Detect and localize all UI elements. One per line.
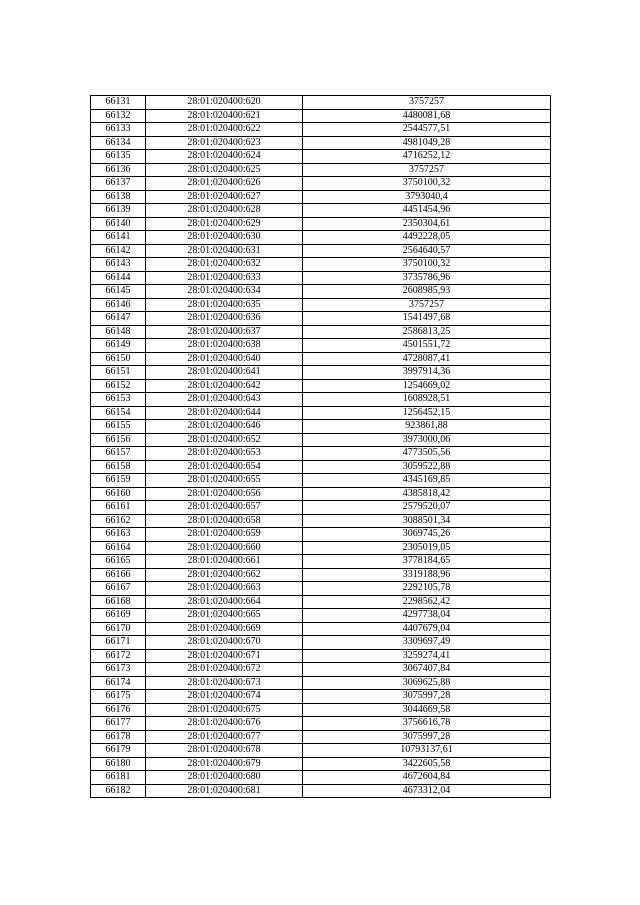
cadastral-value-cell: 3793040,4 [303, 190, 551, 204]
row-number-cell: 66147 [91, 312, 146, 326]
row-number-cell: 66171 [91, 636, 146, 650]
row-number-cell: 66141 [91, 231, 146, 245]
cadastral-value-cell: 4981049,28 [303, 136, 551, 150]
row-number-cell: 66180 [91, 757, 146, 771]
table-row [91, 447, 551, 461]
cadastral-number-cell: 28:01:020400:632 [146, 258, 303, 272]
cadastral-value-cell: 3757257 [303, 298, 551, 312]
table-row [91, 555, 551, 569]
row-number-cell: 66161 [91, 501, 146, 515]
table-row [91, 339, 551, 353]
cadastral-value-cell: 3319188,96 [303, 568, 551, 582]
row-number-cell: 66131 [91, 96, 146, 110]
row-number-cell: 66182 [91, 784, 146, 798]
row-number-cell: 66146 [91, 298, 146, 312]
row-number-cell: 66178 [91, 730, 146, 744]
table-row [91, 582, 551, 596]
cadastral-number-cell: 28:01:020400:620 [146, 96, 303, 110]
table-row [91, 757, 551, 771]
cadastral-value-cell: 1541497,68 [303, 312, 551, 326]
cadastral-number-cell: 28:01:020400:676 [146, 717, 303, 731]
table-row [91, 406, 551, 420]
cadastral-number-cell: 28:01:020400:633 [146, 271, 303, 285]
cadastral-number-cell: 28:01:020400:675 [146, 703, 303, 717]
cadastral-number-cell: 28:01:020400:642 [146, 379, 303, 393]
cadastral-number-cell: 28:01:020400:643 [146, 393, 303, 407]
row-number-cell: 66140 [91, 217, 146, 231]
row-number-cell: 66181 [91, 771, 146, 785]
cadastral-value-table [90, 95, 551, 798]
cadastral-value-cell: 2298562,42 [303, 595, 551, 609]
cadastral-value-cell: 2350304,61 [303, 217, 551, 231]
cadastral-value-cell: 3075997,28 [303, 730, 551, 744]
cadastral-value-cell: 4345169,85 [303, 474, 551, 488]
row-number-cell: 66143 [91, 258, 146, 272]
table-row [91, 352, 551, 366]
cadastral-number-cell: 28:01:020400:679 [146, 757, 303, 771]
cadastral-number-cell: 28:01:020400:641 [146, 366, 303, 380]
cadastral-value-cell: 3778184,65 [303, 555, 551, 569]
table-row [91, 433, 551, 447]
cadastral-number-cell: 28:01:020400:662 [146, 568, 303, 582]
row-number-cell: 66149 [91, 339, 146, 353]
row-number-cell: 66135 [91, 150, 146, 164]
cadastral-value-cell: 10793137,61 [303, 744, 551, 758]
row-number-cell: 66145 [91, 285, 146, 299]
row-number-cell: 66165 [91, 555, 146, 569]
table-row [91, 177, 551, 191]
cadastral-number-cell: 28:01:020400:636 [146, 312, 303, 326]
table-row [91, 163, 551, 177]
cadastral-value-cell: 4501551,72 [303, 339, 551, 353]
row-number-cell: 66173 [91, 663, 146, 677]
cadastral-number-cell: 28:01:020400:674 [146, 690, 303, 704]
table-row [91, 636, 551, 650]
cadastral-value-cell: 1256452,15 [303, 406, 551, 420]
cadastral-number-cell: 28:01:020400:624 [146, 150, 303, 164]
row-number-cell: 66174 [91, 676, 146, 690]
table-row [91, 258, 551, 272]
cadastral-number-cell: 28:01:020400:672 [146, 663, 303, 677]
cadastral-value-cell: 2305019,05 [303, 541, 551, 555]
cadastral-number-cell: 28:01:020400:659 [146, 528, 303, 542]
row-number-cell: 66152 [91, 379, 146, 393]
cadastral-value-cell: 4716252,12 [303, 150, 551, 164]
row-number-cell: 66137 [91, 177, 146, 191]
cadastral-number-cell: 28:01:020400:626 [146, 177, 303, 191]
cadastral-value-cell: 2586813,25 [303, 325, 551, 339]
row-number-cell: 66158 [91, 460, 146, 474]
cadastral-number-cell: 28:01:020400:665 [146, 609, 303, 623]
table-row [91, 676, 551, 690]
cadastral-value-cell: 1608928,51 [303, 393, 551, 407]
cadastral-value-cell: 3973000,06 [303, 433, 551, 447]
row-number-cell: 66150 [91, 352, 146, 366]
table-row [91, 298, 551, 312]
table-row [91, 663, 551, 677]
cadastral-value-cell: 3309697,49 [303, 636, 551, 650]
table-row [91, 366, 551, 380]
table-row [91, 136, 551, 150]
row-number-cell: 66163 [91, 528, 146, 542]
table-row [91, 271, 551, 285]
cadastral-value-cell: 4451454,96 [303, 204, 551, 218]
table-row [91, 609, 551, 623]
table-row [91, 285, 551, 299]
cadastral-number-cell: 28:01:020400:630 [146, 231, 303, 245]
cadastral-number-cell: 28:01:020400:680 [146, 771, 303, 785]
cadastral-value-cell: 2579520,07 [303, 501, 551, 515]
table-row [91, 231, 551, 245]
table-row [91, 784, 551, 798]
cadastral-number-cell: 28:01:020400:644 [146, 406, 303, 420]
cadastral-value-cell: 3735786,96 [303, 271, 551, 285]
cadastral-value-cell: 3067407,84 [303, 663, 551, 677]
table-row [91, 96, 551, 110]
row-number-cell: 66151 [91, 366, 146, 380]
cadastral-value-cell: 3088501,34 [303, 514, 551, 528]
table-row [91, 690, 551, 704]
cadastral-value-cell: 3750100,32 [303, 258, 551, 272]
cadastral-number-cell: 28:01:020400:634 [146, 285, 303, 299]
cadastral-number-cell: 28:01:020400:670 [146, 636, 303, 650]
table-row [91, 649, 551, 663]
table-row [91, 244, 551, 258]
table-row [91, 325, 551, 339]
cadastral-number-cell: 28:01:020400:664 [146, 595, 303, 609]
cadastral-number-cell: 28:01:020400:678 [146, 744, 303, 758]
table-row [91, 460, 551, 474]
cadastral-number-cell: 28:01:020400:660 [146, 541, 303, 555]
row-number-cell: 66168 [91, 595, 146, 609]
row-number-cell: 66144 [91, 271, 146, 285]
cadastral-value-cell: 3069625,88 [303, 676, 551, 690]
cadastral-number-cell: 28:01:020400:640 [146, 352, 303, 366]
cadastral-value-cell: 3069745,26 [303, 528, 551, 542]
cadastral-number-cell: 28:01:020400:653 [146, 447, 303, 461]
cadastral-value-cell: 3059522,88 [303, 460, 551, 474]
table-row [91, 541, 551, 555]
cadastral-number-cell: 28:01:020400:677 [146, 730, 303, 744]
table-row [91, 312, 551, 326]
table-row [91, 487, 551, 501]
table-row [91, 528, 551, 542]
cadastral-value-cell: 4297738,04 [303, 609, 551, 623]
cadastral-value-cell: 3044669,58 [303, 703, 551, 717]
cadastral-number-cell: 28:01:020400:646 [146, 420, 303, 434]
cadastral-number-cell: 28:01:020400:657 [146, 501, 303, 515]
cadastral-number-cell: 28:01:020400:631 [146, 244, 303, 258]
row-number-cell: 66138 [91, 190, 146, 204]
cadastral-value-cell: 4672604,84 [303, 771, 551, 785]
cadastral-number-cell: 28:01:020400:671 [146, 649, 303, 663]
table-row [91, 123, 551, 137]
row-number-cell: 66134 [91, 136, 146, 150]
row-number-cell: 66132 [91, 109, 146, 123]
cadastral-value-cell: 2292105,78 [303, 582, 551, 596]
row-number-cell: 66169 [91, 609, 146, 623]
cadastral-number-cell: 28:01:020400:627 [146, 190, 303, 204]
row-number-cell: 66157 [91, 447, 146, 461]
row-number-cell: 66148 [91, 325, 146, 339]
table-row [91, 717, 551, 731]
cadastral-number-cell: 28:01:020400:628 [146, 204, 303, 218]
cadastral-value-cell: 4480081,68 [303, 109, 551, 123]
row-number-cell: 66156 [91, 433, 146, 447]
row-number-cell: 66139 [91, 204, 146, 218]
cadastral-value-cell: 3756616,78 [303, 717, 551, 731]
row-number-cell: 66172 [91, 649, 146, 663]
cadastral-number-cell: 28:01:020400:622 [146, 123, 303, 137]
table-row [91, 393, 551, 407]
row-number-cell: 66159 [91, 474, 146, 488]
table-row [91, 190, 551, 204]
row-number-cell: 66179 [91, 744, 146, 758]
row-number-cell: 66175 [91, 690, 146, 704]
table-row [91, 501, 551, 515]
cadastral-number-cell: 28:01:020400:629 [146, 217, 303, 231]
table-row [91, 514, 551, 528]
table-row [91, 204, 551, 218]
cadastral-number-cell: 28:01:020400:661 [146, 555, 303, 569]
row-number-cell: 66153 [91, 393, 146, 407]
cadastral-number-cell: 28:01:020400:623 [146, 136, 303, 150]
cadastral-value-cell: 4407679,04 [303, 622, 551, 636]
cadastral-value-cell: 4773505,56 [303, 447, 551, 461]
cadastral-value-cell: 3259274,41 [303, 649, 551, 663]
row-number-cell: 66133 [91, 123, 146, 137]
row-number-cell: 66164 [91, 541, 146, 555]
row-number-cell: 66160 [91, 487, 146, 501]
table-body [91, 96, 551, 798]
cadastral-number-cell: 28:01:020400:669 [146, 622, 303, 636]
table-row [91, 420, 551, 434]
row-number-cell: 66177 [91, 717, 146, 731]
cadastral-value-cell: 3750100,32 [303, 177, 551, 191]
table-row [91, 771, 551, 785]
cadastral-number-cell: 28:01:020400:635 [146, 298, 303, 312]
cadastral-value-cell: 2564640,57 [303, 244, 551, 258]
row-number-cell: 66166 [91, 568, 146, 582]
table-row [91, 730, 551, 744]
table-row [91, 379, 551, 393]
row-number-cell: 66176 [91, 703, 146, 717]
table-row [91, 595, 551, 609]
cadastral-number-cell: 28:01:020400:654 [146, 460, 303, 474]
cadastral-number-cell: 28:01:020400:655 [146, 474, 303, 488]
cadastral-number-cell: 28:01:020400:673 [146, 676, 303, 690]
cadastral-value-cell: 3757257 [303, 96, 551, 110]
row-number-cell: 66136 [91, 163, 146, 177]
table-row [91, 568, 551, 582]
cadastral-number-cell: 28:01:020400:652 [146, 433, 303, 447]
cadastral-number-cell: 28:01:020400:638 [146, 339, 303, 353]
cadastral-value-cell: 4492228,05 [303, 231, 551, 245]
cadastral-number-cell: 28:01:020400:658 [146, 514, 303, 528]
row-number-cell: 66155 [91, 420, 146, 434]
cadastral-value-cell: 923861,88 [303, 420, 551, 434]
cadastral-value-cell: 2544577,51 [303, 123, 551, 137]
cadastral-number-cell: 28:01:020400:663 [146, 582, 303, 596]
cadastral-value-cell: 3757257 [303, 163, 551, 177]
cadastral-number-cell: 28:01:020400:621 [146, 109, 303, 123]
row-number-cell: 66167 [91, 582, 146, 596]
row-number-cell: 66142 [91, 244, 146, 258]
cadastral-number-cell: 28:01:020400:656 [146, 487, 303, 501]
cadastral-number-cell: 28:01:020400:681 [146, 784, 303, 798]
table-row [91, 744, 551, 758]
cadastral-value-cell: 3075997,28 [303, 690, 551, 704]
table-row [91, 109, 551, 123]
cadastral-value-cell: 3422605,58 [303, 757, 551, 771]
cadastral-number-cell: 28:01:020400:637 [146, 325, 303, 339]
cadastral-value-cell: 3997914,36 [303, 366, 551, 380]
cadastral-value-cell: 4673312,04 [303, 784, 551, 798]
table-row [91, 622, 551, 636]
cadastral-value-cell: 2608985,93 [303, 285, 551, 299]
table-row [91, 217, 551, 231]
row-number-cell: 66154 [91, 406, 146, 420]
row-number-cell: 66170 [91, 622, 146, 636]
cadastral-value-cell: 4385818,42 [303, 487, 551, 501]
cadastral-value-cell: 1254669,02 [303, 379, 551, 393]
table-row [91, 150, 551, 164]
table-row [91, 474, 551, 488]
cadastral-value-cell: 4728087,41 [303, 352, 551, 366]
cadastral-number-cell: 28:01:020400:625 [146, 163, 303, 177]
table-row [91, 703, 551, 717]
row-number-cell: 66162 [91, 514, 146, 528]
